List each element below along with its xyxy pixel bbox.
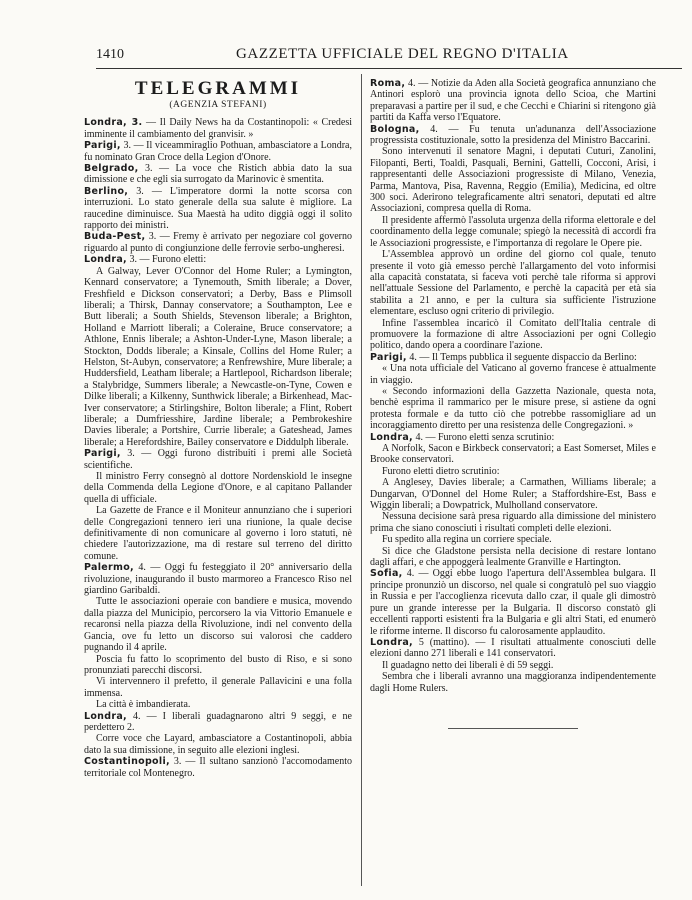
dispatch-paragraph (84, 562, 352, 596)
dispatch-text: — Il Daily News ha da Costantinopoli: « Credesi imminente il cambiamento del granvisir. » (84, 117, 352, 140)
dispatch-text: Il guadagno netto dei liberali è di 59 seggi. (382, 659, 554, 671)
dispatch-paragraph (84, 676, 352, 699)
dispatch-text: 3. — Oggi furono distribuiti i premi alle Società scientifiche. (84, 448, 352, 471)
dispatch-city: Sofia, (370, 568, 403, 580)
dispatch-paragraph (84, 266, 352, 449)
dispatch-paragraph (370, 477, 656, 511)
dispatch-text: Infine l'assemblea incaricò il Comitato dell'Italia centrale di promuovere la formazione di altre Associazioni per ogni Collegio politico, dando opera a coordinare l'azione. (370, 317, 656, 352)
dispatch-paragraph (370, 466, 656, 477)
dispatch-paragraph (84, 117, 352, 140)
dispatch-paragraph (84, 505, 352, 562)
dispatch-paragraph (370, 432, 656, 443)
dispatch-city: Londra, (84, 254, 127, 266)
dispatch-city: Buda-Pest, (84, 231, 146, 243)
dispatch-city: Londra, (370, 636, 413, 648)
dispatch-text: 4. — Fu tenuta un'adunanza dell'Associazione progressista costituzionale, sotto la presidenza del Ministro Baccarini. (370, 123, 656, 147)
right-column (370, 78, 656, 729)
dispatch-paragraph (84, 711, 352, 734)
dispatch-text: 3. — L'imperatore dormì la notte scorsa con interruzioni. Lo stato generale della sua salute è migliore. La raucedine diminuisce. Sua Maestà ha udito diggià oggi il solito rapporto dei ministri. (84, 185, 352, 232)
dispatch-paragraph (370, 637, 656, 660)
dispatch-text: 3. — La voce che Ristich abbia dato la sua dimissione e che egli sia surrogato da Marinovic è smentita. (84, 163, 352, 186)
dispatch-city: Costantinopoli, (84, 756, 170, 768)
page-number: 1410 (96, 47, 124, 62)
dispatch-city: Parigi, (370, 351, 407, 363)
dispatch-text: Corre voce che Layard, ambasciatore a Costantinopoli, abbia dato la sua dimissione, in seguito alle elezioni inglesi. (84, 733, 352, 756)
dispatch-paragraph (370, 671, 656, 694)
dispatch-text: Vi intervennero il prefetto, il generale Pallavicini e una folla immensa. (84, 676, 352, 699)
dispatch-text: Sembra che i liberali avranno una maggioranza indipendentemente dagli Home Rulers. (370, 671, 656, 694)
dispatch-paragraph (84, 596, 352, 653)
dispatch-text: A Anglesey, Davies liberale; a Carmathen, Williams liberale; a Dungarvan, O'Donnel del Home Ruler; a Staffordshire-Est, Bass e Wiggin liberali; a Dowpatrick, Mulholland conservatore. (370, 477, 656, 512)
dispatch-paragraph (370, 124, 656, 147)
dispatch-text: 3. — Furono eletti: (126, 254, 207, 266)
dispatch-paragraph (84, 231, 352, 254)
dispatch-paragraph (370, 215, 656, 249)
dispatch-text: « Una nota ufficiale del Vaticano al governo francese è attualmente in viaggio. (370, 363, 656, 386)
dispatch-paragraph (84, 654, 352, 677)
dispatch-city: Londra, 3. (84, 117, 143, 129)
dispatch-paragraph (84, 733, 352, 756)
page-header (96, 45, 682, 67)
dispatch-paragraph (370, 443, 656, 466)
dispatch-text: Si dice che Gladstone persista nella decisione di restare lontano dagli affari, e che appoggerà lealmente Granville e Hartington. (370, 545, 656, 569)
left-dispatches (84, 117, 352, 779)
dispatch-city: Londra, (84, 710, 127, 722)
dispatch-paragraph (370, 318, 656, 352)
dispatch-city: Belgrado, (84, 163, 139, 175)
dispatch-city: Parigi, (84, 448, 121, 460)
end-rule (448, 728, 578, 729)
dispatch-text: Fu spedito alla regina un corriere speciale. (382, 534, 552, 546)
dispatch-paragraph (370, 568, 656, 636)
section-subtitle: (AGENZIA STEFANI) (169, 100, 267, 110)
section-title: TELEGRAMMI (134, 78, 302, 99)
dispatch-text: 3. — Il sultano sanzionò l'accomodamento territoriale col Montenegro. (84, 756, 352, 779)
dispatch-text: 4. — Notizie da Aden alla Società geografica annunziano che Antinori esplorò una provincia ignota dello Scioa, che Martini preparavasi a partire per il sud, e che Cecchi e Chiarini si ritengono già partiti da Kaffa verso l'Equatore. (370, 78, 656, 124)
dispatch-text: La città è imbandierata. (96, 699, 191, 711)
dispatch-city: Londra, (370, 431, 413, 443)
dispatch-paragraph (370, 146, 656, 214)
dispatch-text: Il ministro Ferry consegnò al dottore Nordenskiold le insegne della Commenda della Legione d'Onore, e al capitano Pallander quella di ufficiale. (84, 471, 352, 505)
dispatch-text: A Galway, Lever O'Connor del Home Ruler; a Lymington, Kennard conservatore; a Tynemouth, Smith liberale; a Dover, Freshfield e Dickson conservatori; a Derby, Bass e Plimsoll liberali; a Thirsk, Dannay conservatore; a Southampton, Lee e Butt liberali; a South Shields, Stevenson liberale; a Brighton, Holland e Marriott liberali; a Coleraine, Bruce conservatore; a Athlone, Ennis liberale; a Ashton-Under-Lyne, Mason liberale; a Stockton, Dodds liberale; a Kinsale, Collins del Home Ruler; a Helston, St-Aubyn, conservatore; a Renfrewshire, Mure liberale; a Huddersfield, Leatham liberale; a Hartlepool, Richardson liberale; a Stalybridge, Summers liberale; a Newcastle-on-Tyne, Cowen e Dilke liberali; a Kilkenny, Sunthwick liberale; a Birkenhead, Mac-Iver conservatore; a Stirlingshire, Bolton liberale; a Flint, Robert liberale; a Dumfriesshire, Jardine liberale; a Pembrokeshire Davies liberale; a Portshire, Currie liberale; a Gateshead, James liberale; a Herefordshire, Bailey conservatore e Diddulph liberale. (84, 265, 352, 448)
dispatch-paragraph (84, 471, 352, 505)
dispatch-city: Parigi, (84, 140, 121, 152)
dispatch-text: 4. — Oggi fu festeggiato il 20° anniversario della rivoluzione, inaugurando il busto marmoreo a Francesco Riso nel giardino Garibaldi. (84, 562, 352, 597)
dispatch-text: 4. — Il Temps pubblica il seguente dispaccio da Berlino: (406, 351, 637, 363)
dispatch-text: 5 (mattino). — I risultati attualmente conosciuti delle elezioni danno 271 liberali e 141 conservatori. (370, 636, 656, 660)
dispatch-paragraph (370, 660, 656, 671)
dispatch-paragraph (370, 386, 656, 432)
dispatch-paragraph (370, 511, 656, 534)
dispatch-text: Il presidente affermò l'assoluta urgenza della riforma elettorale e del coordinamento della legge comunale; spiegò la necessità di accordi fra le Associazioni progressiste, e l'importanza di regolare le Opere pie. (370, 214, 656, 249)
dispatch-city: Roma, (370, 78, 406, 89)
dispatch-text: Sono intervenuti il senatore Magni, i deputati Cuturi, Zanolini, Filopanti, Berti, Toaldi, Pasquali, Bernini, Gattelli, Cocconi, Arisi, i rappresentanti delle Associazioni progressiste di Milano, Venezia, Parma, Mantova, Pisa, Ravenna, Reggio (Emilia), Medicina, ed oltre 300 soci. Aderirono telegraficamente altri senatori, deputati ed altre Associazioni, compresa quella di Roma. (370, 146, 656, 215)
dispatch-paragraph (370, 352, 656, 363)
dispatch-text: 4. — Furono eletti senza scrutinio: (412, 431, 555, 443)
dispatch-text: Tutte le associazioni operaie con bandiere e musica, movendo dalla piazza del Municipio, percorsero la via Vittorio Emanuele e recaronsi nella piazza della Rivoluzione, indi nel convento della Gancia, ove fu letto un discorso sui valorosi che caddero pugnando il 4 aprile. (84, 596, 352, 654)
dispatch-text: Nessuna decisione sarà presa riguardo alla dimissione del ministero prima che siano conosciuti i risultati completi delle elezioni. (370, 511, 656, 534)
newspaper-title: GAZZETTA UFFICIALE DEL REGNO D'ITALIA (236, 46, 569, 62)
column-separator (361, 74, 362, 886)
dispatch-text: La Gazette de France e il Moniteur annunziano che i superiori delle Congregazioni tennero ieri una riunione, la quale decise definitivamente di non comunicare al governo i loro statuti, nè chiedere l'autorizzazione, ma di restare sul terreno del diritto comune. (84, 505, 352, 562)
header-rule (96, 68, 682, 69)
dispatch-paragraph (370, 546, 656, 569)
dispatch-paragraph (84, 254, 352, 265)
dispatch-paragraph (84, 140, 352, 163)
right-dispatches (370, 78, 656, 694)
dispatch-text: 3. — Fremy è arrivato per negoziare col governo riguardo al punto di congiunzione delle ferrovie serbo-ungheresi. (84, 231, 352, 254)
dispatch-paragraph (84, 756, 352, 779)
dispatch-text: A Norfolk, Sacon e Birkbeck conservatori; a East Somerset, Miles e Brooke conservatori. (370, 443, 656, 466)
dispatch-paragraph (370, 78, 656, 124)
dispatch-paragraph (370, 363, 656, 386)
dispatch-text: Furono eletti dietro scrutinio: (382, 465, 500, 477)
left-column (84, 78, 352, 779)
dispatch-text: Poscia fu fatto lo scoprimento del busto di Riso, e si sono pronunziati parecchi discorsi. (84, 653, 352, 676)
dispatch-text: 4. — I liberali guadagnarono altri 9 seggi, e ne perdettero 2. (84, 710, 352, 733)
dispatch-text: L'Assemblea approvò un ordine del giorno col quale, tenuto presente il voto già emesso perchè l'allargamento del voto informisi alla capacità constatata, si faceva voti perchè tale riforma si approvi nell'attuale Sessione del Parlamento, e perchè la capacità per età sia stabilita a 21 anno, e per la cultura sia sufficiente l'istruzione elementare, escluso ogni criterio di privilegio. (370, 249, 656, 318)
dispatch-city: Palermo, (84, 562, 134, 574)
dispatch-city: Bologna, (370, 123, 420, 135)
dispatch-paragraph (370, 249, 656, 317)
dispatch-paragraph (84, 448, 352, 471)
dispatch-paragraph (84, 163, 352, 186)
dispatch-paragraph (370, 534, 656, 545)
dispatch-text: « Secondo informazioni della Gazzetta Nazionale, questa nota, benchè esprima il rammarico per le misure prese, si astiene da ogni protesta formale e da tutto ciò che potrebbe rassomigliare ad un incoraggiamento diretto per una resistenza delle Congregazioni. » (370, 385, 656, 432)
dispatch-paragraph (84, 699, 352, 710)
dispatch-text: 3. — Il viceammiraglio Pothuan, ambasciatore a Londra, fu nominato Gran Croce della Legion d'Onore. (84, 140, 352, 163)
dispatch-city: Berlino, (84, 185, 129, 197)
dispatch-text: 4. — Oggi ebbe luogo l'apertura dell'Assemblea bulgara. Il principe pronunziò un discorso, nel quale si congratulò pel suo viaggio in Russia e per l'accoglienza ricevuta dallo czar, il quale gli dimostrò pure un grande interesse per la Bulgaria. Il discorso constatò gli eccellenti rapporti esistenti fra la Bulgaria e gli altri Stati, ed enumerò le riforme interne. Il discorso fu calorosamente applaudito. (370, 568, 656, 637)
dispatch-paragraph (84, 186, 352, 232)
